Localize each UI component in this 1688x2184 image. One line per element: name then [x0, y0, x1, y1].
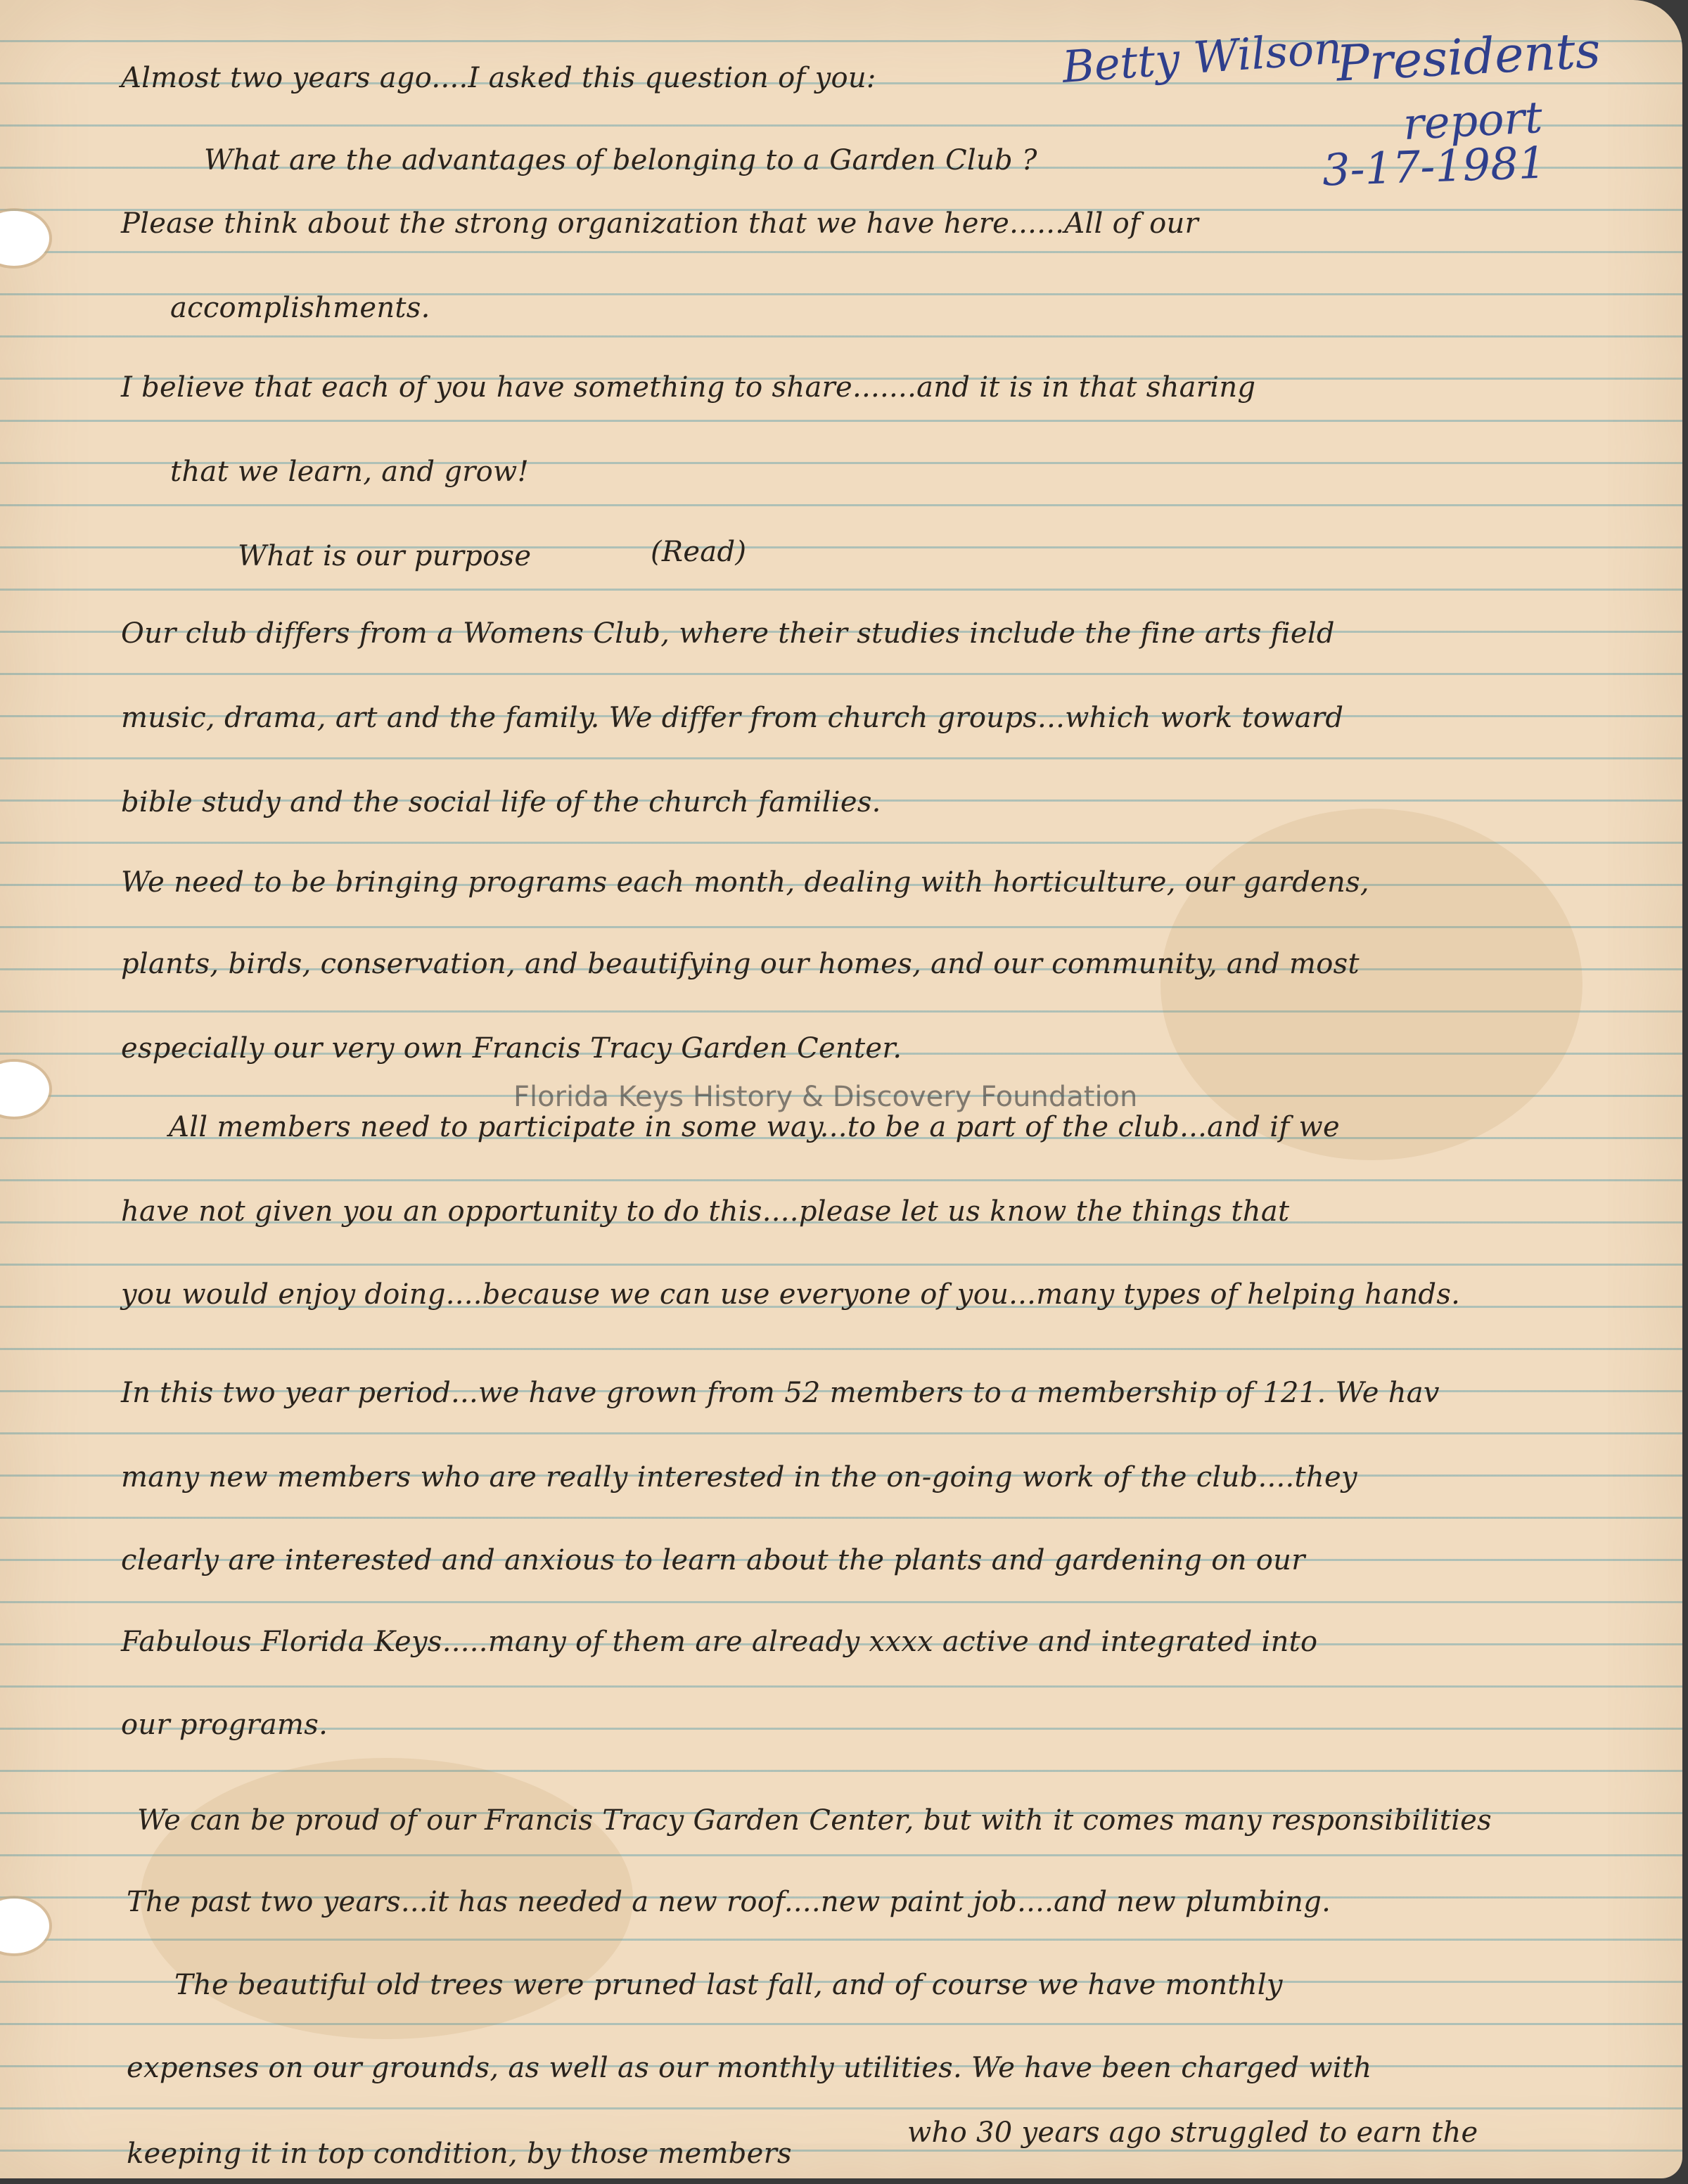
text-line: that we learn, and grow!: [170, 456, 529, 488]
text-line: have not given you an opportunity to do this....please let us know the things that: [121, 1195, 1290, 1228]
text-line: (Read): [651, 536, 747, 568]
punch-hole: [0, 211, 49, 266]
handwritten-title-line2: report: [1402, 91, 1544, 150]
text-line: What is our purpose: [238, 540, 532, 572]
text-line: Our club differs from a Womens Club, where their studies include the fine arts field: [121, 617, 1335, 650]
handwritten-date: 3-17-1981: [1321, 136, 1547, 196]
text-line: We need to be bringing programs each month, dealing with horticulture, our gardens,: [121, 866, 1369, 899]
text-line: expenses on our grounds, as well as our monthly utilities. We have been charged with: [127, 2052, 1372, 2084]
handwritten-signature: Betty Wilson: [1060, 22, 1344, 93]
text-line: many new members who are really interested in the on-going work of the club....they: [121, 1461, 1357, 1494]
text-line: accomplishments.: [170, 292, 430, 324]
text-line: Fabulous Florida Keys.....many of them are already xxxx active and integrated into: [121, 1626, 1318, 1658]
text-line: especially our very own Francis Tracy Garden Center.: [121, 1032, 902, 1065]
text-line: plants, birds, conservation, and beautifying our homes, and our community, and most: [121, 948, 1360, 980]
punch-hole: [0, 1062, 49, 1117]
text-line: keeping it in top condition, by those members: [127, 2138, 792, 2170]
text-line: music, drama, art and the family. We differ from church groups...which work toward: [121, 702, 1344, 734]
text-line: What are the advantages of belonging to a Garden Club ?: [204, 144, 1037, 176]
text-line: We can be proud of our Francis Tracy Garden Center, but with it comes many responsibilities: [137, 1804, 1492, 1837]
text-line: Almost two years ago....I asked this question of you:: [121, 62, 876, 94]
text-line: clearly are interested and anxious to learn about the plants and gardening on our: [121, 1544, 1305, 1576]
punch-hole: [0, 1899, 49, 1953]
text-line: In this two year period...we have grown from 52 members to a membership of 121. We hav: [121, 1377, 1440, 1409]
text-line: The past two years...it has needed a new roof....new paint job....and new plumbing.: [127, 1886, 1331, 1918]
handwritten-title: Presidents: [1335, 21, 1602, 93]
text-line: Please think about the strong organization that we have here......All of our: [121, 207, 1198, 240]
text-line: bible study and the social life of the church families.: [121, 786, 881, 818]
stain: [1160, 809, 1582, 1160]
watermark: Florida Keys History & Discovery Foundation: [513, 1081, 1138, 1113]
text-line: who 30 years ago struggled to earn the: [907, 2116, 1478, 2149]
text-line: you would enjoy doing....because we can use everyone of you...many types of helping hands.: [121, 1278, 1461, 1311]
text-line: The beautiful old trees were pruned last fall, and of course we have monthly: [174, 1969, 1283, 2001]
text-line: All members need to participate in some way...to be a part of the club...and if we: [169, 1111, 1340, 1143]
text-line: our programs.: [121, 1709, 328, 1741]
text-line: I believe that each of you have something to share.......and it is in that sharing: [121, 371, 1256, 404]
